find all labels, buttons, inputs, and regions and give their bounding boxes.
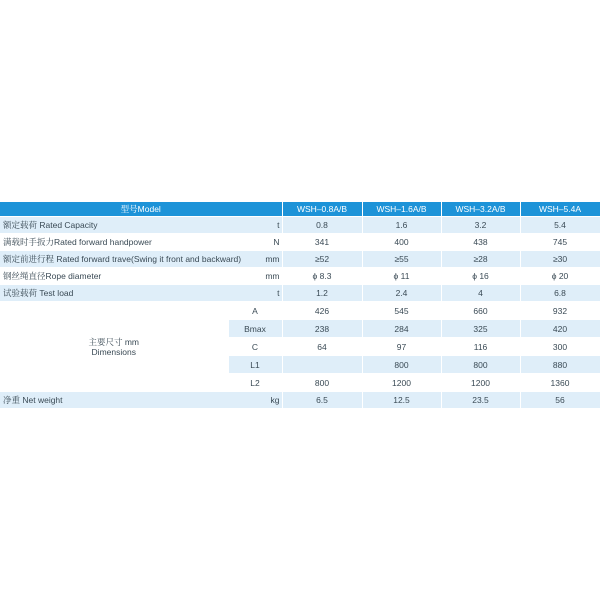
- table-cell: 6.5: [282, 392, 362, 409]
- table-cell: 238: [282, 320, 362, 338]
- table-cell: 64: [282, 338, 362, 356]
- table-cell: 341: [282, 234, 362, 251]
- row-unit: mm: [265, 254, 280, 264]
- table-cell: ϕ 20: [520, 268, 600, 285]
- table-cell: 284: [362, 320, 441, 338]
- table-cell: 116: [441, 338, 520, 356]
- row-unit: N: [273, 237, 280, 247]
- row-label: 钢丝绳直径Rope diameter: [3, 271, 102, 281]
- table-cell: 5.4: [520, 217, 600, 234]
- dimension-name: C: [228, 338, 282, 356]
- table-cell: 6.8: [520, 285, 600, 302]
- table-cell: 4: [441, 285, 520, 302]
- table-cell: 1360: [520, 374, 600, 392]
- table-cell: 880: [520, 356, 600, 374]
- row-unit: kg: [270, 395, 280, 405]
- table-cell: 56: [520, 392, 600, 409]
- table-cell: 1.2: [282, 285, 362, 302]
- table-cell: ϕ 11: [362, 268, 441, 285]
- model-column-4: WSH–5.4A: [520, 202, 600, 217]
- table-cell: 1.6: [362, 217, 441, 234]
- table-cell: ≥52: [282, 251, 362, 268]
- row-label: 满载时手扳力Rated forward handpower: [3, 237, 152, 247]
- table-cell: 325: [441, 320, 520, 338]
- row-unit: t: [277, 288, 280, 298]
- table-cell: 800: [441, 356, 520, 374]
- table-cell: ϕ 8.3: [282, 268, 362, 285]
- table-cell: 800: [282, 374, 362, 392]
- table-cell: ≥30: [520, 251, 600, 268]
- table-cell: 800: [362, 356, 441, 374]
- model-header: 型号Model: [0, 202, 282, 217]
- table-cell: 400: [362, 234, 441, 251]
- table-row: [0, 285, 600, 302]
- table-row: [0, 268, 600, 285]
- spec-table: [0, 202, 600, 409]
- table-cell: 545: [362, 302, 441, 320]
- row-label: 试验载荷 Test load: [3, 288, 74, 298]
- table-cell: ϕ 16: [441, 268, 520, 285]
- model-column-3: WSH–3.2A/B: [441, 202, 520, 217]
- table-cell: 3.2: [441, 217, 520, 234]
- row-unit: mm: [265, 271, 280, 281]
- table-cell: 12.5: [362, 392, 441, 409]
- table-cell: 300: [520, 338, 600, 356]
- dimensions-label: [0, 302, 228, 392]
- table-cell: 420: [520, 320, 600, 338]
- row-label: 额定前进行程 Rated forward trave(Swing it front and backward): [3, 254, 242, 264]
- dimension-name: Bmax: [228, 320, 282, 338]
- table-cell: [282, 356, 362, 374]
- table-cell: 97: [362, 338, 441, 356]
- table-cell: 660: [441, 302, 520, 320]
- dimension-name: L1: [228, 356, 282, 374]
- model-column-2: WSH–1.6A/B: [362, 202, 441, 217]
- table-row: [0, 392, 600, 409]
- table-header-row: [0, 202, 600, 217]
- table-cell: 23.5: [441, 392, 520, 409]
- table-cell: 1200: [362, 374, 441, 392]
- dimensions-label-en: Dimensions: [91, 346, 136, 357]
- table-cell: ≥55: [362, 251, 441, 268]
- table-cell: ≥28: [441, 251, 520, 268]
- table-row: [0, 217, 600, 234]
- table-cell: 745: [520, 234, 600, 251]
- dimension-name: L2: [228, 374, 282, 392]
- table-cell: 932: [520, 302, 600, 320]
- row-label: 额定载荷 Rated Capacity: [3, 220, 98, 230]
- table-cell: 0.8: [282, 217, 362, 234]
- dimensions-label-cn: 主要尺寸 mm: [88, 336, 140, 347]
- dimension-name: A: [228, 302, 282, 320]
- table-cell: 438: [441, 234, 520, 251]
- table-row: [0, 302, 600, 320]
- row-label: 净重 Net weight: [3, 395, 63, 405]
- table-row: [0, 251, 600, 268]
- table-cell: 426: [282, 302, 362, 320]
- table-cell: 1200: [441, 374, 520, 392]
- table-row: [0, 234, 600, 251]
- model-column-1: WSH–0.8A/B: [282, 202, 362, 217]
- row-unit: t: [277, 220, 280, 230]
- table-cell: 2.4: [362, 285, 441, 302]
